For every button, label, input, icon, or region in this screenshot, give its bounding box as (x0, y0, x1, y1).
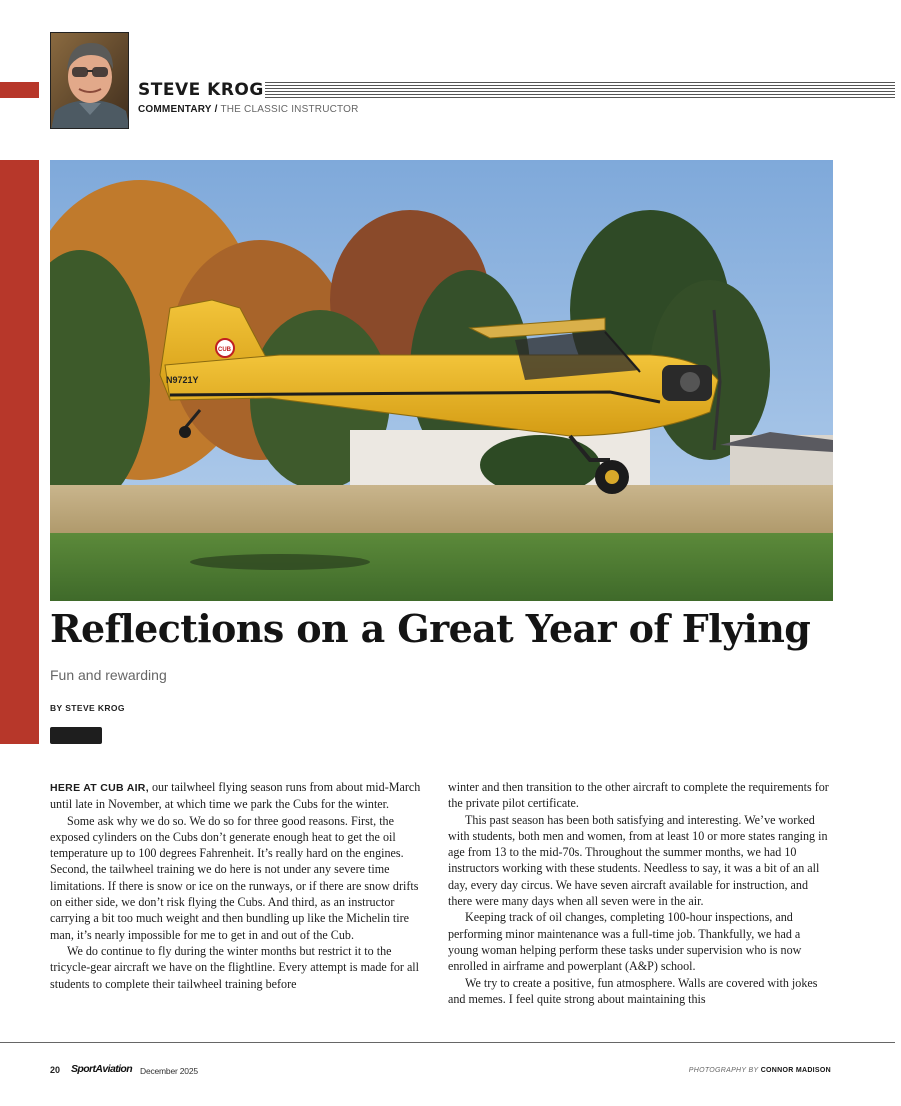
paragraph-6: Keeping track of oil changes, completing 100-hour inspections, and performing minor maintenance was a full-time job. Thankfully, we had a young woman helping perform these tasks under supervision who is now enrolled in airframe and powerplant (A&P) school. (448, 910, 802, 974)
article-headline: Reflections on a Great Year of Flying (50, 606, 811, 651)
article-column-right (448, 779, 832, 1007)
lead-in: HERE AT CUB AIR, (50, 782, 149, 794)
accent-tab (0, 82, 39, 98)
header-rule-lines (265, 82, 895, 98)
section-marker (50, 727, 102, 744)
hero-photo-art (50, 160, 833, 601)
paragraph-4: winter and then transition to the other aircraft to complete the requirements for the private pilot certificate. (448, 780, 829, 811)
paragraph-1-text: our tailwheel flying season runs from about mid-March until late in November, at which time we park the Cubs for the winter. (50, 780, 421, 812)
photo-credit-label: PHOTOGRAPHY BY (688, 1067, 759, 1074)
paragraph-7: We try to create a positive, fun atmosphere. Walls are covered with jokes and memes. I feel quite strong about maintaining this (448, 975, 818, 1006)
photo-credit (689, 1067, 831, 1074)
accent-side-bar (0, 160, 39, 744)
author-portrait-art (51, 33, 129, 129)
author-portrait (50, 32, 129, 129)
issue-date: December 2025 (140, 1066, 198, 1076)
column-kicker: COMMENTARY (138, 104, 212, 115)
hero-photo (50, 160, 833, 601)
column-separator: / (214, 104, 218, 115)
photo-credit-name: CONNOR MADISON (760, 1067, 831, 1074)
article-deck: Fun and rewarding (50, 667, 167, 683)
paragraph-3: We do continue to fly during the winter months but restrict it to the tricycle-gear aircraft we have on the flightline. Every attempt is made for all students to complete their tailwheel training before (50, 943, 420, 991)
paragraph-1 (50, 779, 422, 813)
article-byline: BY STEVE KROG (50, 703, 125, 713)
paragraph-5: This past season has been both satisfying and interesting. We’ve worked with students, both men and women, from at least 10 or more states ranging in age from 13 to the mid-70s. Throughout the summer months, we had 10 instructors working with these students. Needless to say, it was a bit of an all day, every day circus. We have seven aircraft available for instruction, and there were many days when all seven were in the air. (448, 812, 828, 909)
column-series: THE CLASSIC INSTRUCTOR (220, 104, 359, 115)
footer-rule (0, 1042, 895, 1043)
page-number: 20 (50, 1065, 61, 1075)
tail-badge: CUB (218, 347, 231, 353)
magazine-logo: SportAviation (71, 1063, 133, 1075)
tail-number: N9721Y (166, 375, 199, 385)
paragraph-2: Some ask why we do so. We do so for three good reasons. First, the exposed cylinders on the Cubs don’t generate enough heat to get the oil temperature up to 100 degrees Fahrenheit. It’s really hard on the engines. Second, the tailwheel training we do here is not under any severe time limitations. If there is snow or ice on the runways, or if there are snow drifts on either side, we don’t risk flying the Cubs. And third, as an instructor carrying a bit too much weight and then bundling up like the Michelin tire man, it’s nearly impossible for me to get in and out of the Cub. (50, 813, 419, 942)
author-name: STEVE KROG (138, 80, 264, 100)
column-label (138, 104, 359, 115)
article-column-left (50, 779, 422, 992)
